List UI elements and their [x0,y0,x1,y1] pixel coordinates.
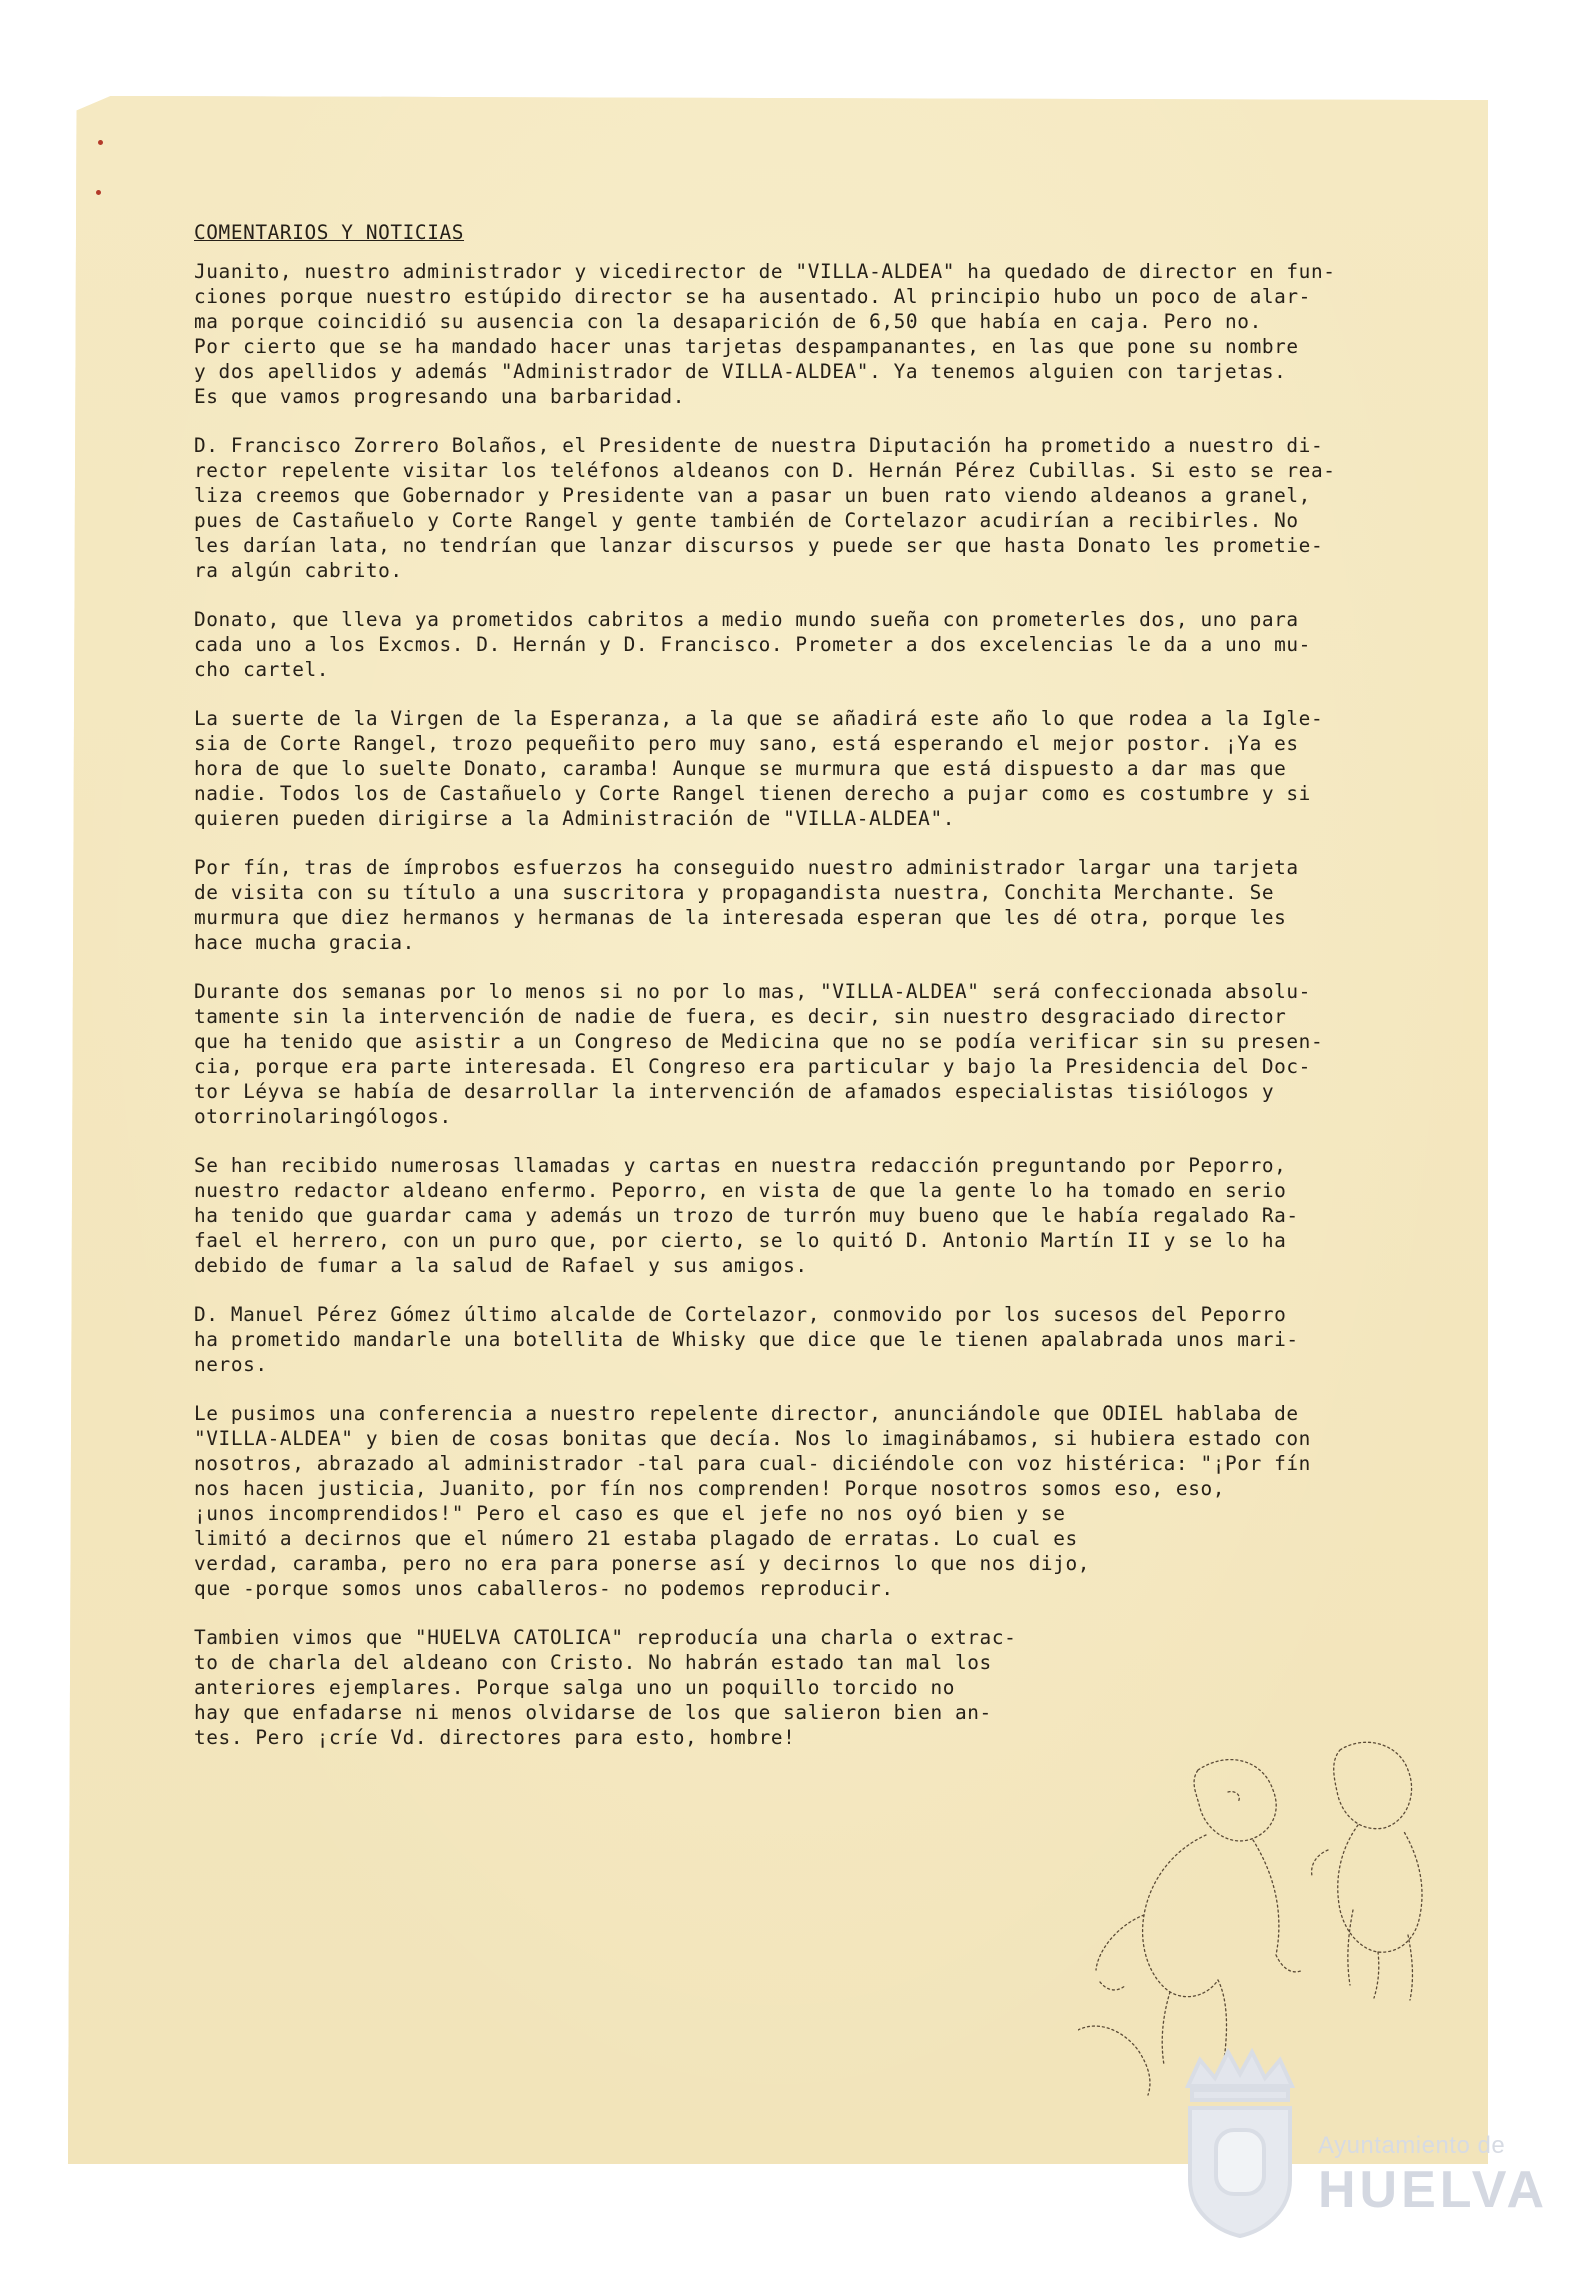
watermark-line-1: Ayuntamiento de [1318,2132,1506,2159]
paragraph [194,706,1452,831]
text-line: ma porque coincidió su ausencia con la desaparición de 6,50 que había en caja. Pero no. [194,310,1262,333]
text-line: Por fín, tras de ímprobos esfuerzos ha conseguido nuestro administrador largar una tarjeta [194,856,1299,879]
paragraph [194,607,1452,682]
paragraph [194,259,1452,409]
text-line: ciones porque nuestro estúpido director se ha ausentado. Al principio hubo un poco de alar- [194,285,1311,308]
text-line: cada uno a los Excmos. D. Hernán y D. Francisco. Prometer a dos excelencias le da a uno mu- [194,633,1311,656]
document-title: COMENTARIOS Y NOTICIAS [194,221,465,244]
text-line: que -porque somos unos caballeros- no podemos reproducir. [194,1577,894,1600]
text-line: Por cierto que se ha mandado hacer unas tarjetas despampanantes, en las que pone su nombre [194,335,1299,358]
text-line: quieren pueden dirigirse a la Administración de "VILLA-ALDEA". [194,807,955,830]
text-line: "VILLA-ALDEA" y bien de cosas bonitas que decía. Nos lo imaginábamos, si hubiera estado con [194,1427,1311,1450]
text-line: tamente sin la intervención de nadie de fuera, es decir, sin nuestro desgraciado director [194,1005,1287,1028]
text-line: hora de que lo suelte Donato, caramba! Aunque se murmura que está dispuesto a dar mas que [194,757,1287,780]
paragraph [194,1153,1452,1278]
text-line: Juanito, nuestro administrador y vicedirector de "VILLA-ALDEA" ha quedado de director en fun- [194,260,1336,283]
text-line: Durante dos semanas por lo menos si no por lo mas, "VILLA-ALDEA" será confeccionada absolu- [194,980,1311,1003]
text-line: pues de Castañuelo y Corte Rangel y gente también de Cortelazor acudirían a recibirles. No [194,509,1299,532]
text-line: liza creemos que Gobernador y Presidente van a pasar un buen rato viendo aldeanos a granel, [194,484,1311,507]
text-line: ¡unos incomprendidos!" Pero el caso es que el jefe no nos oyó bien y se [194,1502,1066,1525]
document-body [122,220,1452,1774]
text-line: cho cartel. [194,658,330,681]
text-line: ra algún cabrito. [194,559,403,582]
text-line: Se han recibido numerosas llamadas y cartas en nuestra redacción preguntando por Peporro, [194,1154,1287,1177]
huelva-coat-of-arms-watermark [1170,2030,1310,2240]
text-line: sia de Corte Rangel, trozo pequeñito pero muy sano, está esperando el mejor postor. ¡Ya es [194,732,1299,755]
text-line: que ha tenido que asistir a un Congreso de Medicina que no se podía verificar sin su presen- [194,1030,1324,1053]
text-line: to de charla del aldeano con Cristo. No habrán estado tan mal los [194,1651,992,1674]
text-line: les darían lata, no tendrían que lanzar discursos y puede ser que hasta Donato les prometie- [194,534,1324,557]
text-line: ha tenido que guardar cama y además un trozo de turrón muy bueno que le había regalado Ra- [194,1204,1299,1227]
text-line: cia, porque era parte interesada. El Congreso era particular y bajo la Presidencia del Doc- [194,1055,1311,1078]
text-line: tes. Pero ¡críe Vd. directores para esto, hombre! [194,1726,796,1749]
text-line: La suerte de la Virgen de la Esperanza, a la que se añadirá este año lo que rodea a la Igle- [194,707,1324,730]
text-line: limitó a decirnos que el número 21 estaba plagado de erratas. Lo cual es [194,1527,1078,1550]
text-line: nosotros, abrazado al administrador -tal para cual- diciéndole con voz histérica: "¡Por fín [194,1452,1311,1475]
text-line: fael el herrero, con un puro que, por cierto, se lo quitó D. Antonio Martín II y se lo ha [194,1229,1287,1252]
text-line: ha prometido mandarle una botellita de Whisky que dice que le tienen apalabrada unos mari- [194,1328,1299,1351]
paragraph [194,855,1452,955]
text-line: otorrinolaringólogos. [194,1105,452,1128]
paragraph [194,1401,1452,1601]
text-line: D. Francisco Zorrero Bolaños, el Presidente de nuestra Diputación ha prometido a nuestro di- [194,434,1324,457]
text-line: de visita con su título a una suscritora y propagandista nuestra, Conchita Merchante. Se [194,881,1275,904]
punch-mark [96,190,101,195]
paragraph [194,433,1452,583]
paragraph [194,1302,1452,1377]
text-line: nuestro redactor aldeano enfermo. Peporro, en vista de que la gente lo ha tomado en serio [194,1179,1287,1202]
text-line: tor Léyva se había de desarrollar la intervención de afamados especialistas tisiólogos y [194,1080,1275,1103]
text-line: neros. [194,1353,268,1376]
paragraph [194,979,1452,1129]
text-line: verdad, caramba, pero no era para ponerse así y decirnos lo que nos dijo, [194,1552,1091,1575]
text-line: Tambien vimos que "HUELVA CATOLICA" reproducía una charla o extrac- [194,1626,1017,1649]
text-line: D. Manuel Pérez Gómez último alcalde de Cortelazor, conmovido por los sucesos del Peporro [194,1303,1287,1326]
text-line: anteriores ejemplares. Porque salga uno un poquillo torcido no [194,1676,955,1699]
text-line: murmura que diez hermanos y hermanas de la interesada esperan que les dé otra, porque les [194,906,1287,929]
text-line: nadie. Todos los de Castañuelo y Corte Rangel tienen derecho a pujar como es costumbre y si [194,782,1311,805]
text-line: y dos apellidos y además "Administrador de VILLA-ALDEA". Ya tenemos alguien con tarjetas. [194,360,1287,383]
text-line: rector repelente visitar los teléfonos aldeanos con D. Hernán Pérez Cubillas. Si esto se rea- [194,459,1336,482]
text-line: hace mucha gracia. [194,931,415,954]
text-line: Donato, que lleva ya prometidos cabritos a medio mundo sueña con prometerles dos, uno para [194,608,1299,631]
text-line: Le pusimos una conferencia a nuestro repelente director, anunciándole que ODIEL hablaba de [194,1402,1299,1425]
paragraph-list [122,259,1452,1750]
text-line: nos hacen justicia, Juanito, por fín nos comprenden! Porque nosotros somos eso, eso, [194,1477,1226,1500]
watermark-line-2: HUELVA [1318,2161,1549,2219]
text-line: debido de fumar a la salud de Rafael y sus amigos. [194,1254,808,1277]
punch-mark [98,140,103,145]
text-line: hay que enfadarse ni menos olvidarse de los que salieron bien an- [194,1701,992,1724]
text-line: Es que vamos progresando una barbaridad. [194,385,685,408]
